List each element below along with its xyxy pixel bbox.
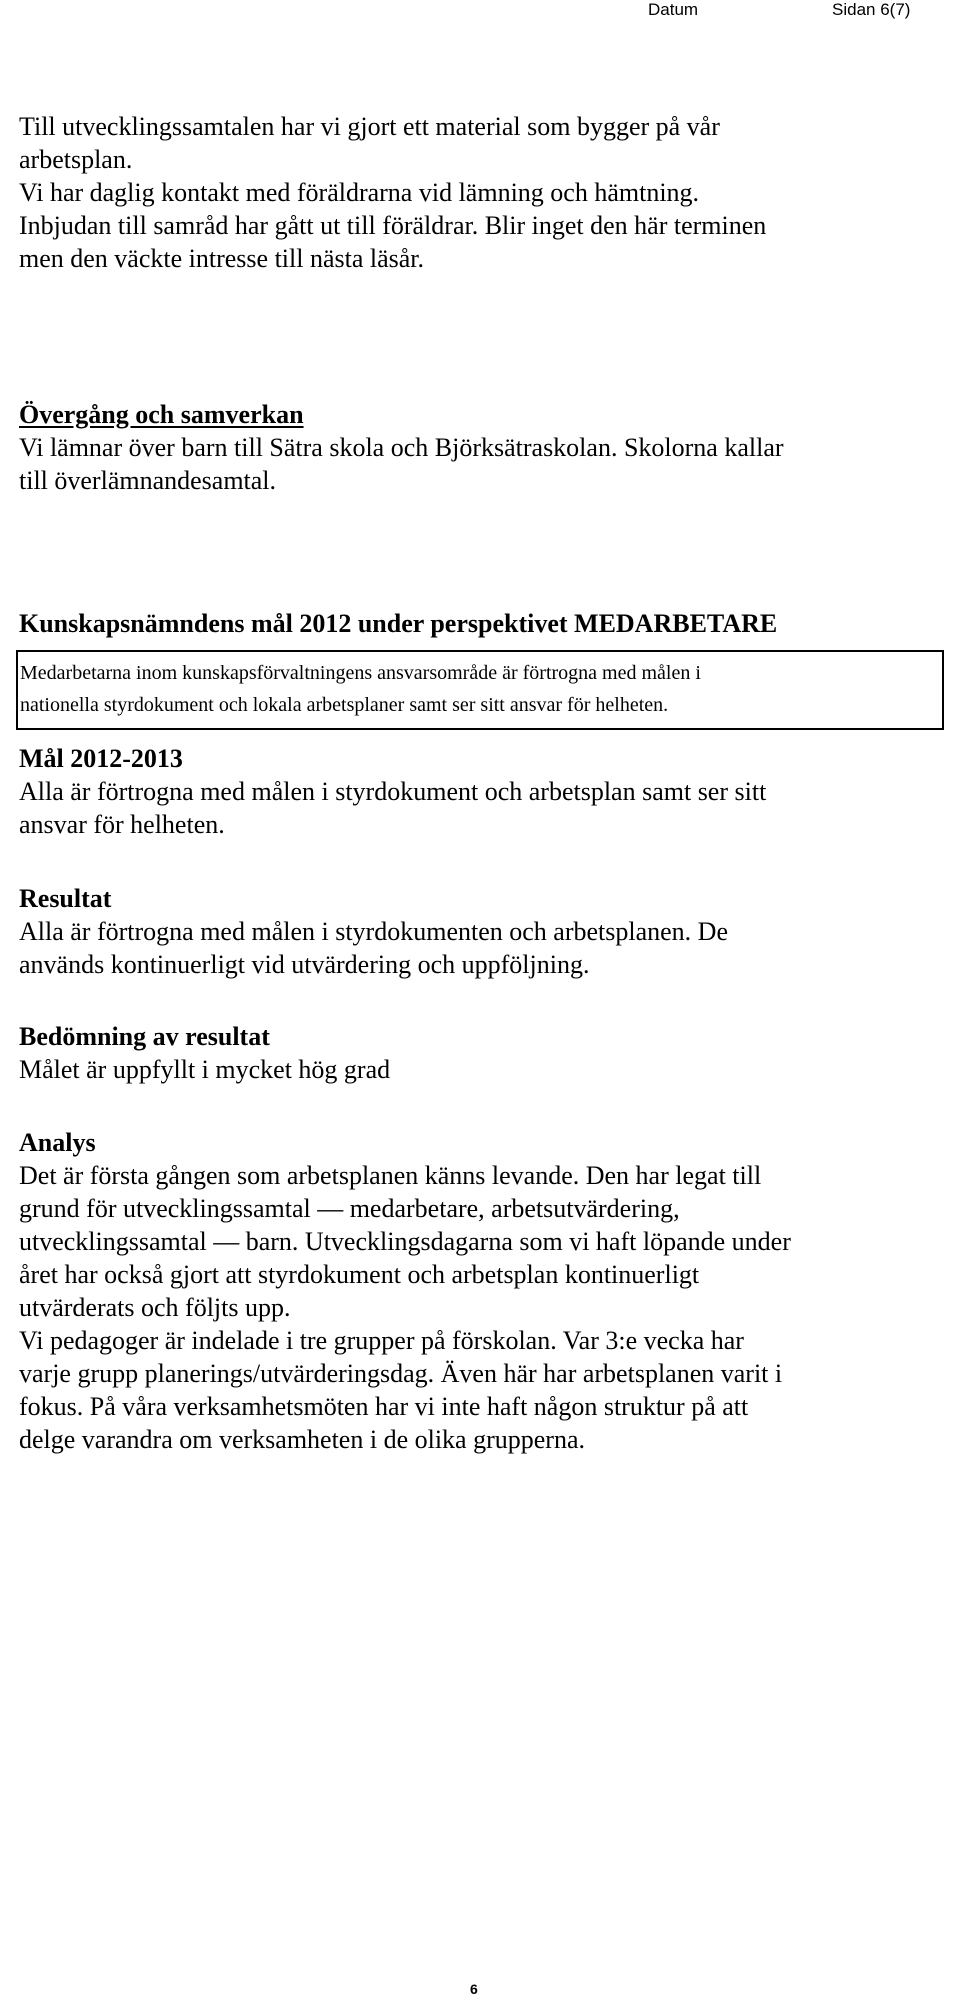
mal-line: Alla är förtrogna med målen i styrdokument och arbetsplan samt ser sitt — [19, 777, 767, 806]
mal-section — [19, 742, 939, 841]
analys-line: året har också gjort att styrdokument och arbetsplan kontinuerligt — [19, 1260, 700, 1289]
analys-line: utvärderats och följts upp. — [19, 1293, 291, 1322]
intro-line: Till utvecklingssamtalen har vi gjort ett material som bygger på vår — [19, 112, 720, 141]
analys-line: Vi pedagoger är indelade i tre grupper på förskolan. Var 3:e vecka har — [19, 1326, 744, 1355]
goal-heading-wrap — [19, 607, 939, 640]
resultat-heading: Resultat — [19, 884, 112, 913]
overgang-line: till överlämnandesamtal. — [19, 466, 277, 495]
goal-box — [16, 650, 944, 730]
intro-line: Vi har daglig kontakt med föräldrarna vid lämning och hämtning. — [19, 178, 700, 207]
intro-paragraph — [19, 110, 939, 275]
goal-box-line: nationella styrdokument och lokala arbetsplaner samt ser sitt ansvar för helheten. — [20, 694, 669, 716]
analys-line: Det är första gången som arbetsplanen känns levande. Den har legat till — [19, 1161, 762, 1190]
bedomning-line: Målet är uppfyllt i mycket hög grad — [19, 1055, 391, 1084]
intro-line: arbetsplan. — [19, 145, 133, 174]
footer-page-number: 6 — [470, 1981, 478, 1997]
analys-line: varje grupp planerings/utvärderingsdag. Även här har arbetsplanen varit i — [19, 1359, 783, 1388]
intro-line: men den väckte intresse till nästa läsår. — [19, 244, 425, 273]
bedomning-section — [19, 1020, 939, 1086]
bedomning-heading: Bedömning av resultat — [19, 1022, 270, 1051]
analys-heading: Analys — [19, 1128, 96, 1157]
resultat-line: Alla är förtrogna med målen i styrdokumenten och arbetsplanen. De — [19, 917, 728, 946]
header-page-label: Sidan 6(7) — [832, 0, 911, 19]
header-date-label: Datum — [648, 0, 699, 19]
overgang-heading: Övergång och samverkan — [19, 400, 304, 429]
goal-box-line: Medarbetarna inom kunskapsförvaltningens ansvarsområde är förtrogna med målen i — [20, 662, 701, 684]
overgang-line: Vi lämnar över barn till Sätra skola och Björksätraskolan. Skolorna kallar — [19, 433, 784, 462]
mal-heading: Mål 2012-2013 — [19, 744, 183, 773]
intro-line: Inbjudan till samråd har gått ut till föräldrar. Blir inget den här terminen — [19, 211, 767, 240]
analys-line: grund för utvecklingssamtal — medarbetare, arbetsutvärdering, — [19, 1194, 680, 1223]
analys-section — [19, 1126, 939, 1456]
goal-heading: Kunskapsnämndens mål 2012 under perspektivet MEDARBETARE — [19, 609, 778, 638]
resultat-section — [19, 882, 939, 981]
analys-line: delge varandra om verksamheten i de olika grupperna. — [19, 1425, 585, 1454]
overgang-section — [19, 398, 939, 497]
analys-line: utvecklingssamtal — barn. Utvecklingsdagarna som vi haft löpande under — [19, 1227, 791, 1256]
mal-line: ansvar för helheten. — [19, 810, 225, 839]
resultat-line: används kontinuerligt vid utvärdering och uppföljning. — [19, 950, 590, 979]
analys-line: fokus. På våra verksamhetsmöten har vi inte haft någon struktur på att — [19, 1392, 749, 1421]
